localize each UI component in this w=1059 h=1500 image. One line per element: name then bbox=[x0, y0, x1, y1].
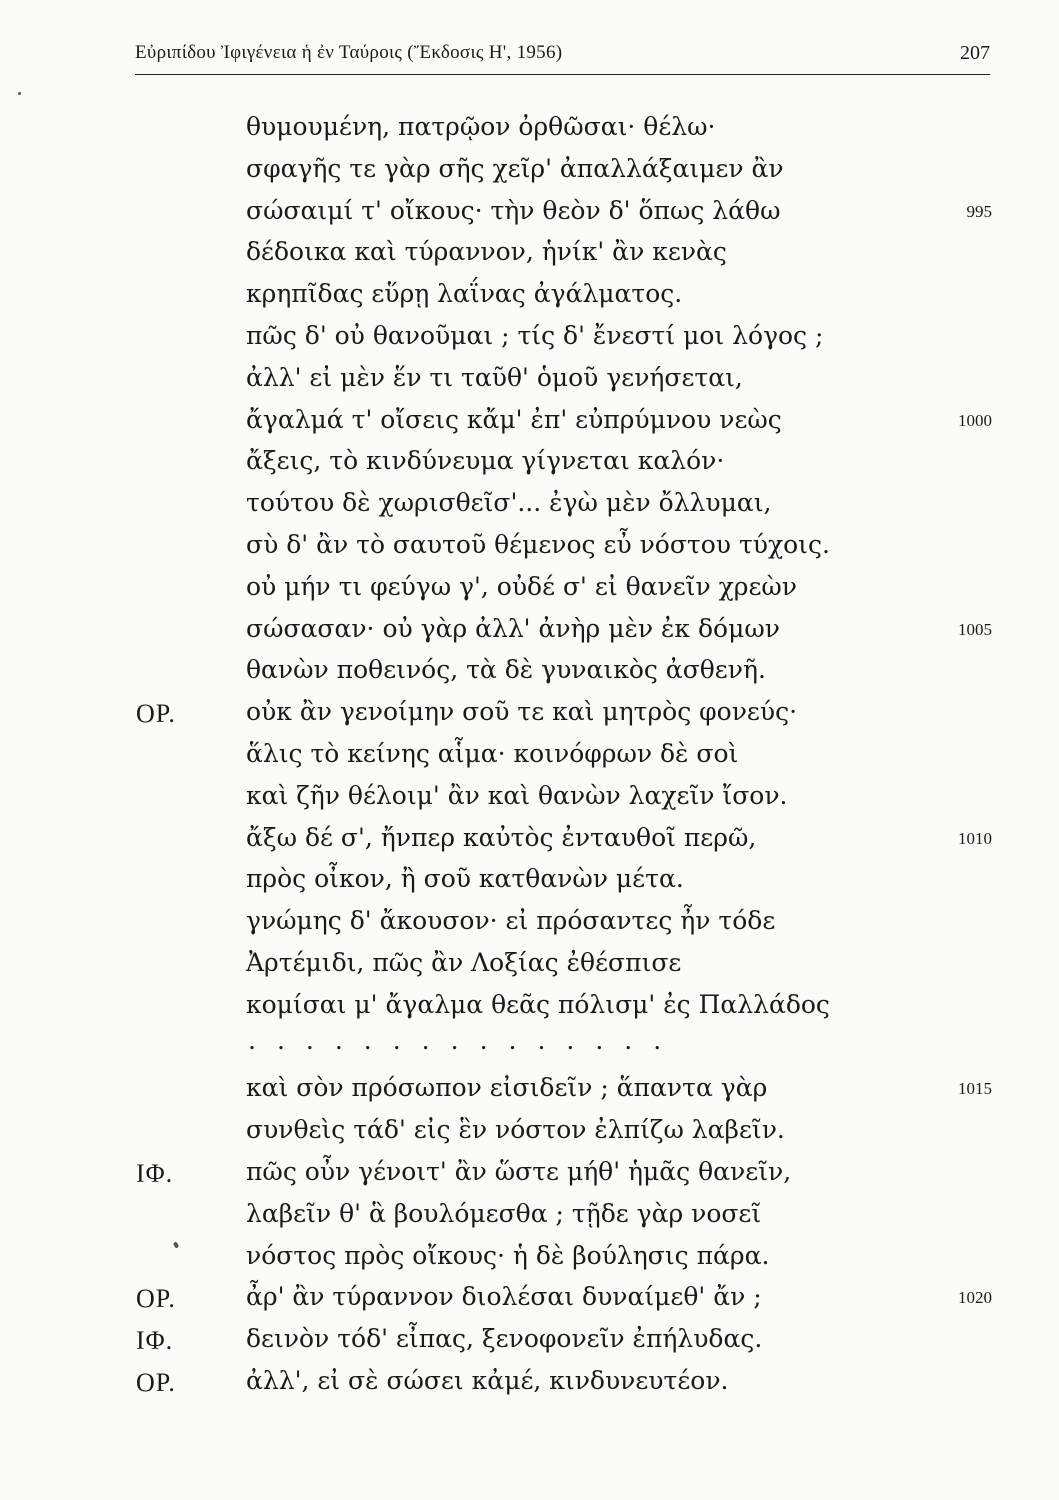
verse-text-line: καὶ σὸν πρόσωπον εἰσιδεῖν ; ἅπαντα γὰρ bbox=[246, 1073, 768, 1103]
verse-line bbox=[0, 823, 1059, 865]
verse-line bbox=[0, 279, 1059, 321]
page-number: 207 bbox=[960, 42, 990, 64]
line-number: 1000 bbox=[958, 410, 992, 430]
lacuna-dots: ............... bbox=[248, 1025, 683, 1055]
line-number: 1010 bbox=[958, 828, 992, 848]
verse-text-line: πῶς δ' οὐ θανοῦμαι ; τίς δ' ἔνεστί μοι λόγος ; bbox=[246, 320, 824, 350]
verse-text-line: οὐκ ἂν γενοίμην σοῦ τε καὶ μητρὸς φονεύς· bbox=[246, 697, 798, 727]
verse-text-line: θανὼν ποθεινός, τὰ δὲ γυναικὸς ἀσθενῆ. bbox=[246, 655, 766, 685]
speaker-label: ΟΡ. bbox=[136, 1367, 176, 1397]
verse-line bbox=[0, 1282, 1059, 1324]
verse-line bbox=[0, 196, 1059, 238]
speaker-label: ΟΡ. bbox=[136, 699, 176, 729]
verse-text-line: δεινὸν τόδ' εἶπας, ξενοφονεῖν ἐπήλυδας. bbox=[246, 1324, 763, 1354]
verse-line bbox=[0, 655, 1059, 697]
verse-text-line: λαβεῖν θ' ἃ βουλόμεσθα ; τῇδε γὰρ νοσεῖ bbox=[246, 1198, 762, 1228]
verse-line bbox=[0, 446, 1059, 488]
verse-line bbox=[0, 1157, 1059, 1199]
verse-text-line: ἀλλ' εἰ μὲν ἕν τι ταῦθ' ὁμοῦ γενήσεται, bbox=[246, 362, 743, 392]
verse-text-line: ἆρ' ἂν τύραννον διολέσαι δυναίμεθ' ἄν ; bbox=[246, 1282, 762, 1312]
verse-line bbox=[0, 237, 1059, 279]
verse-line bbox=[0, 488, 1059, 530]
verse-text-line: πῶς οὖν γένοιτ' ἂν ὥστε μήθ' ἡμᾶς θανεῖν, bbox=[246, 1156, 792, 1186]
verse-line bbox=[0, 572, 1059, 614]
line-number: 1015 bbox=[958, 1079, 992, 1099]
verse-text-line: γνώμης δ' ἄκουσον· εἰ πρόσαντες ἦν τόδε bbox=[246, 906, 776, 936]
verse-line bbox=[0, 614, 1059, 656]
verse-line bbox=[0, 1025, 1059, 1074]
verse-line bbox=[0, 1199, 1059, 1241]
verse-text-line: κομίσαι μ' ἄγαλμα θεᾶς πόλισμ' ἐς Παλλάδος bbox=[246, 989, 830, 1019]
verse-line bbox=[0, 906, 1059, 948]
paper-speck bbox=[18, 92, 21, 95]
verse-text-line: συνθεὶς τάδ' εἰς ἓν νόστον ἐλπίζω λαβεῖν. bbox=[246, 1115, 785, 1145]
verse-text-line: σὺ δ' ἂν τὸ σαυτοῦ θέμενος εὖ νόστου τύχοις. bbox=[246, 529, 830, 559]
verse-text-line: θυμουμένη, πατρῷον ὀρθῶσαι· θέλω· bbox=[246, 112, 716, 141]
verse-text-line: σώσαιμί τ' οἴκους· τὴν θεὸν δ' ὅπως λάθω bbox=[246, 195, 781, 225]
verse-text-line: ἄξεις, τὸ κινδύνευμα γίγνεται καλόν· bbox=[246, 446, 725, 476]
verse-text-line: οὐ μήν τι φεύγω γ', οὐδέ σ' εἰ θανεῖν χρεὼν bbox=[246, 571, 797, 601]
verse-text-line: πρὸς οἶκον, ἢ σοῦ κατθανὼν μέτα. bbox=[246, 864, 684, 894]
verse-line bbox=[0, 1324, 1059, 1366]
verse-line bbox=[0, 405, 1059, 447]
verse-text-line: νόστος πρὸς οἴκους· ἡ δὲ βούλησις πάρα. bbox=[246, 1240, 770, 1270]
line-number: 995 bbox=[966, 201, 992, 221]
verse-text-line: σώσασαν· οὐ γὰρ ἀλλ' ἀνὴρ μὲν ἐκ δόμων bbox=[246, 613, 780, 643]
page-header bbox=[135, 40, 990, 75]
verse-text-line: ἅλις τὸ κείνης αἷμα· κοινόφρων δὲ σοὶ bbox=[246, 738, 739, 768]
verse-text-line: κρηπῖδας εὕρῃ λαΐνας ἀγάλματος. bbox=[246, 279, 683, 309]
running-title: Εὐριπίδου Ἰφιγένεια ἡ ἐν Ταύροις (Ἔκδοσις Η', 1956) bbox=[135, 42, 563, 63]
verse-text-line: σφαγῆς τε γὰρ σῆς χεῖρ' ἀπαλλάξαιμεν ἂν bbox=[246, 153, 784, 183]
verse-line bbox=[0, 1241, 1059, 1283]
verse-text bbox=[0, 112, 1059, 1408]
verse-line bbox=[0, 948, 1059, 990]
verse-line bbox=[0, 1366, 1059, 1408]
verse-text-line: ἀλλ', εἰ σὲ σώσει κἀμέ, κινδυνευτέον. bbox=[246, 1365, 729, 1395]
verse-text-line: τούτου δὲ χωρισθεῖσ'... ἐγὼ μὲν ὄλλυμαι, bbox=[246, 488, 772, 518]
verse-line bbox=[0, 1115, 1059, 1157]
speaker-label: ΙΦ. bbox=[136, 1326, 174, 1356]
verse-line bbox=[0, 697, 1059, 739]
speaker-label: ΟΡ. bbox=[136, 1284, 176, 1314]
verse-text-line: ἄξω δέ σ', ἤνπερ καὐτὸς ἐνταυθοῖ περῶ, bbox=[246, 822, 757, 852]
verse-line bbox=[0, 530, 1059, 572]
verse-line bbox=[0, 739, 1059, 781]
verse-text-line: Ἀρτέμιδι, πῶς ἂν Λοξίας ἐθέσπισε bbox=[246, 947, 682, 977]
verse-line bbox=[0, 363, 1059, 405]
speaker-label: ΙΦ. bbox=[136, 1158, 174, 1188]
verse-line bbox=[0, 1073, 1059, 1115]
verse-text-line: καὶ ζῆν θέλοιμ' ἂν καὶ θανὼν λαχεῖν ἴσον. bbox=[246, 780, 788, 810]
line-number: 1005 bbox=[958, 619, 992, 639]
verse-line bbox=[0, 321, 1059, 363]
line-number: 1020 bbox=[958, 1288, 992, 1308]
verse-line bbox=[0, 864, 1059, 906]
verse-line bbox=[0, 781, 1059, 823]
verse-text-line: δέδοικα καὶ τύραννον, ἡνίκ' ἂν κενὰς bbox=[246, 237, 727, 267]
verse-text-line: ἄγαλμά τ' οἴσεις κἄμ' ἐπ' εὐπρύμνου νεὼς bbox=[246, 404, 782, 434]
verse-line bbox=[0, 154, 1059, 196]
verse-line bbox=[0, 112, 1059, 154]
